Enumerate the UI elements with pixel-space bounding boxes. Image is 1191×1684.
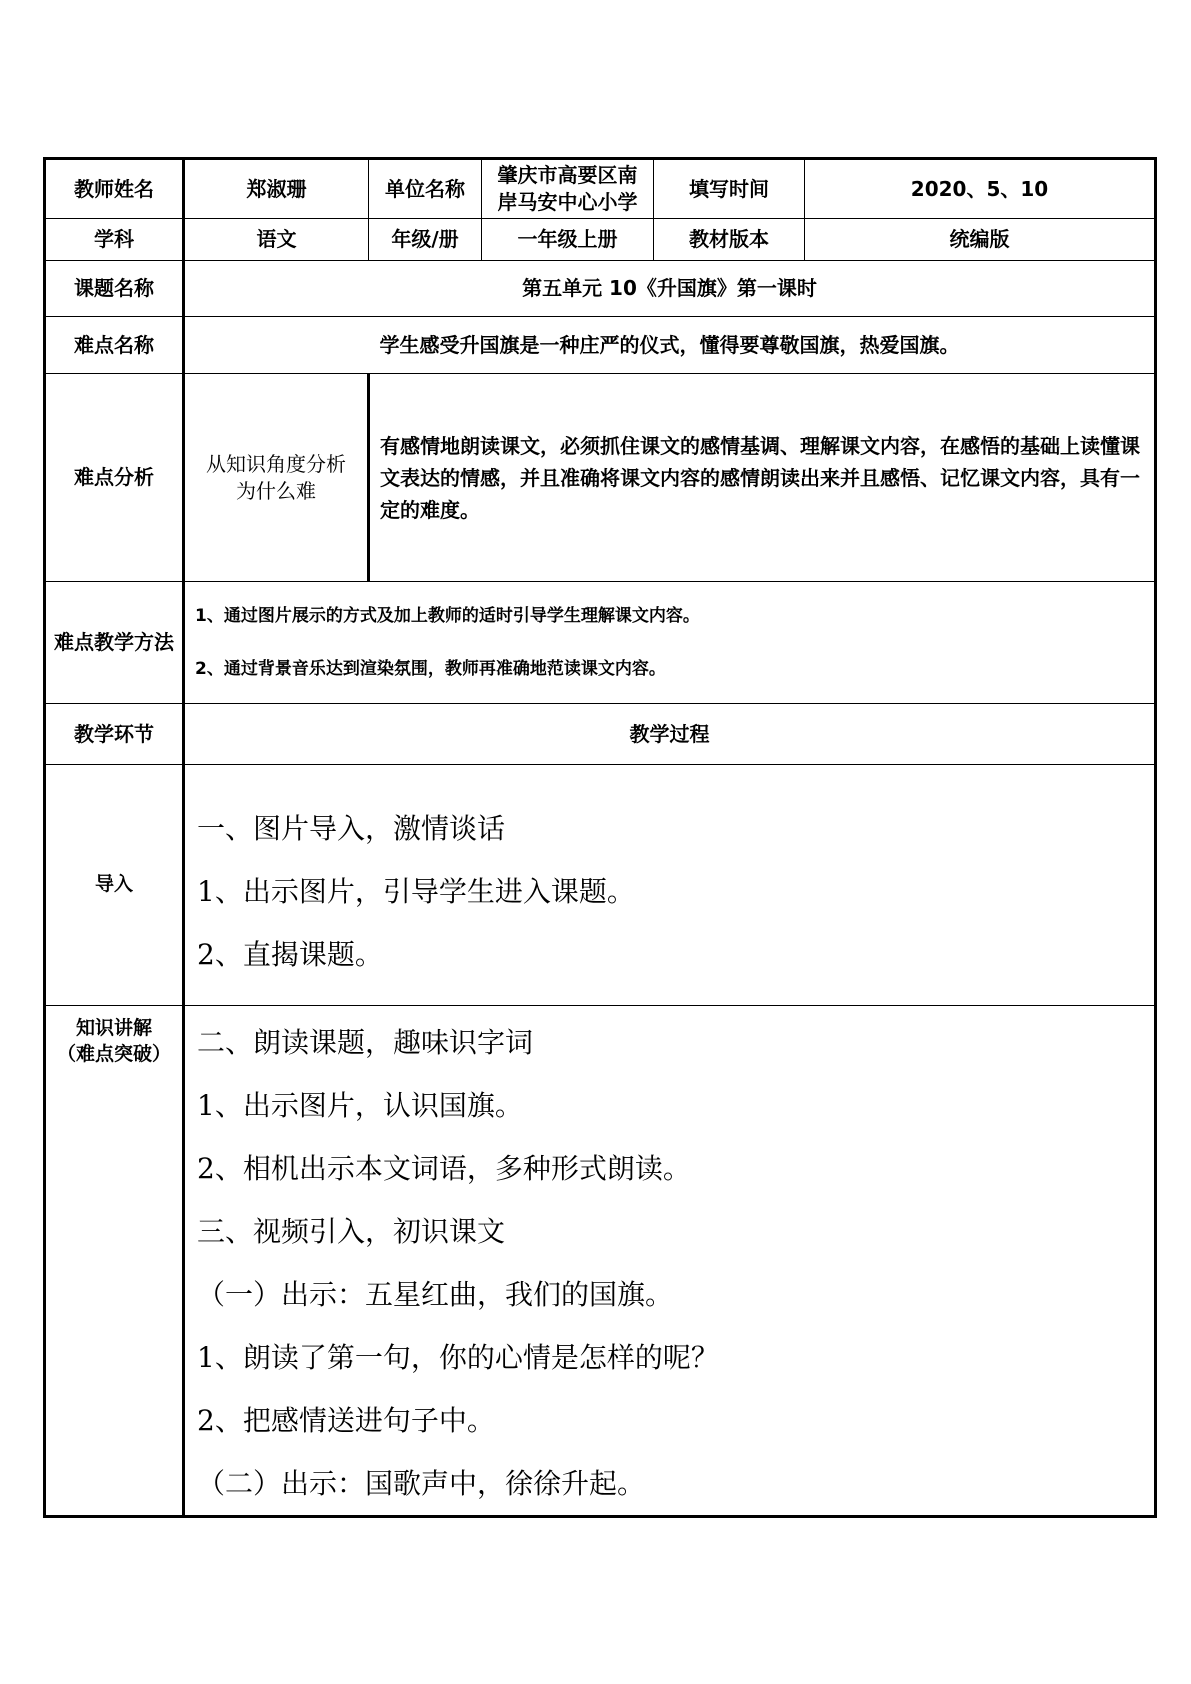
knowledge-line: 2、把感情送进句子中。: [197, 1404, 495, 1437]
knowledge-line: 1、出示图片，认识国旗。: [197, 1089, 523, 1122]
edition-label: 教材版本: [654, 219, 805, 261]
edition-value: 统编版: [805, 219, 1156, 261]
teacher-value: 郑淑珊: [184, 159, 369, 219]
topic-row: [45, 261, 1156, 317]
knowledge-label: [45, 1006, 184, 1517]
analysis-label: 难点分析: [45, 374, 184, 582]
info-row-2: [45, 219, 1156, 261]
methods-row: [45, 582, 1156, 704]
knowledge-label-line2: （难点突破）: [56, 1042, 171, 1065]
methods-label: 难点教学方法: [45, 582, 184, 704]
knowledge-row: [45, 1006, 1156, 1517]
methods-list: [184, 582, 1156, 704]
knowledge-content: [184, 1006, 1156, 1517]
topic-value: 第五单元 10《升国旗》第一课时: [184, 261, 1156, 317]
intro-label: 导入: [45, 765, 184, 1006]
intro-line: 2、直揭课题。: [197, 938, 383, 971]
grade-label: 年级/册: [369, 219, 482, 261]
knowledge-line: （二）出示：国歌声中，徐徐升起。: [197, 1467, 646, 1500]
intro-line: 一、图片导入，激情谈话: [197, 812, 506, 845]
knowledge-line: 二、朗读课题，趣味识字词: [197, 1026, 534, 1059]
knowledge-label-line1: 知识讲解: [75, 1017, 152, 1039]
date-label: 填写时间: [654, 159, 805, 219]
method-item: 1、通过图片展示的方式及加上教师的适时引导学生理解课文内容。: [195, 606, 700, 627]
teacher-label: 教师姓名: [45, 159, 184, 219]
analysis-row: [45, 374, 1156, 582]
difficulty-label: 难点名称: [45, 317, 184, 374]
date-value: 2020、5、10: [805, 159, 1156, 219]
knowledge-line: （一）出示：五星红曲，我们的国旗。: [197, 1278, 674, 1311]
knowledge-line: 三、视频引入，初识课文: [197, 1215, 506, 1248]
method-item: 2、通过背景音乐达到渲染氛围，教师再准确地范读课文内容。: [195, 658, 666, 679]
knowledge-line: 2、相机出示本文词语，多种形式朗读。: [197, 1152, 691, 1185]
process-header-row: [45, 704, 1156, 765]
info-row-1: [45, 159, 1156, 219]
difficulty-value: 学生感受升国旗是一种庄严的仪式，懂得要尊敬国旗，热爱国旗。: [184, 317, 1156, 374]
unit-value: 肇庆市高要区南岸马安中心小学: [482, 159, 654, 219]
topic-label: 课题名称: [45, 261, 184, 317]
subject-label: 学科: [45, 219, 184, 261]
difficulty-row: [45, 317, 1156, 374]
analysis-text: 有感情地朗读课文，必须抓住课文的感情基调、理解课文内容，在感悟的基础上读懂课文表达的情感，并且准确将课文内容的感情朗读出来并且感悟、记忆课文内容，具有一定的难度。: [369, 374, 1156, 582]
intro-line: 1、出示图片，引导学生进入课题。: [197, 875, 635, 908]
unit-label: 单位名称: [369, 159, 482, 219]
stage-label: 教学环节: [45, 704, 184, 765]
intro-content: [184, 765, 1156, 1006]
process-label: 教学过程: [184, 704, 1156, 765]
knowledge-line: 1、朗读了第一句，你的心情是怎样的呢？: [197, 1341, 719, 1374]
subject-value: 语文: [184, 219, 369, 261]
analysis-angle: 从知识角度分析为什么难: [184, 374, 369, 582]
lesson-plan-table: [43, 157, 1157, 1518]
intro-row: [45, 765, 1156, 1006]
grade-value: 一年级上册: [482, 219, 654, 261]
